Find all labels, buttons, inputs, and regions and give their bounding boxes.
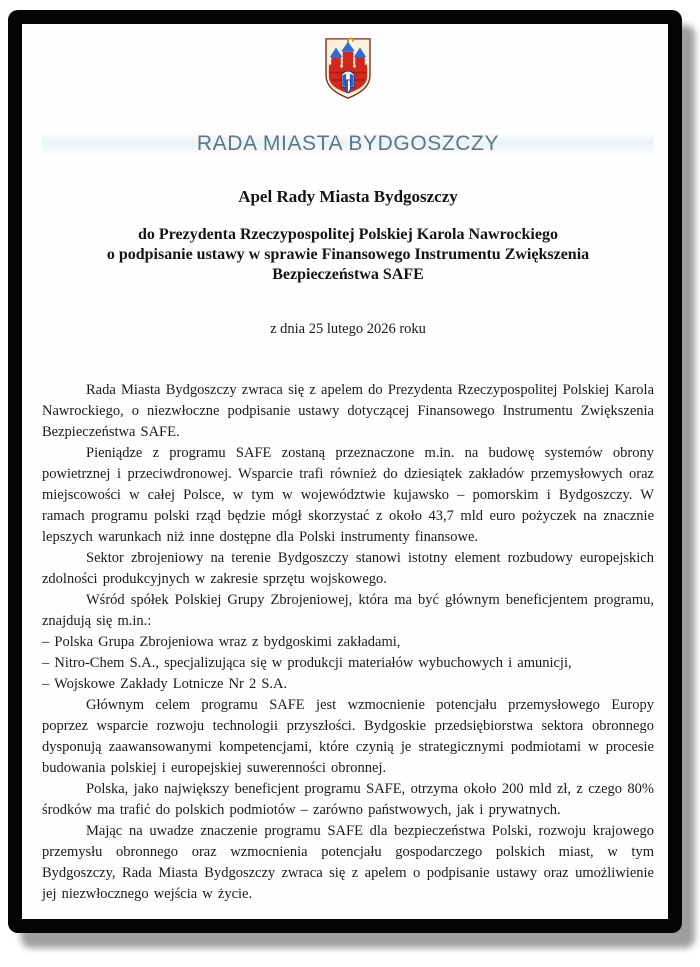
document-sheet [8,10,682,933]
paragraph: Polska, jako największy beneficjent programu SAFE, otrzyma około 200 mld zł, z czego 80% środków ma trafić do polskich podmiotów – zarówno państwowych, jak i prywatnych. [42,781,654,818]
authority-name: RADA MIASTA BYDGOSZCZY [42,132,654,156]
paragraph: Wśród spółek Polskiej Grupy Zbrojeniowej, która ma być głównym beneficjentem programu, znajdują się m.in.: [42,592,654,629]
list-item: – Wojskowe Zakłady Lotnicze Nr 2 S.A. [42,676,288,692]
paragraph: Głównym celem programu SAFE jest wzmocnienie potencjału przemysłowego Europy poprzez wsparcie rozwoju technologii przyszłości. Bydgoskie przedsiębiorstwa sektora obronnego dysponują zaawansowanymi kompetencjami, które czynią je strategicznymi podmiotami w procesie budowania polskiej i europejskiej suwerenności obronnej. [42,697,654,776]
paragraph: Mając na uwadze znaczenie programu SAFE dla bezpieczeństwa Polski, rozwoju krajowego przemysłu obronnego oraz wzmocnienia potencjału gospodarczego polskich miast, w tym Bydgoszczy, Rada Miasta Bydgoszczy zwraca się z apelem o podpisanie ustawy oraz umożliwienie jej niezwłocznego wejścia w życie. [42,823,654,902]
document-body [42,380,654,905]
subtitle-line: o podpisanie ustawy w sprawie Finansowego Instrumentu Zwiększenia [106,246,590,263]
subtitle-line: do Prezydenta Rzeczypospolitej Polskiej Karola Nawrockiego [138,226,558,243]
subtitle-line: Bezpieczeństwa SAFE [272,266,424,283]
paragraph: Rada Miasta Bydgoszczy zwraca się z apelem do Prezydenta Rzeczypospolitej Polskiej Karola Nawrockiego, o niezwłoczne podpisanie ustawy dotyczącej Finansowego Instrumentu Zwiększenia Bezpieczeństwa SAFE. [42,382,654,440]
list-item: – Nitro-Chem S.A., specjalizująca się w produkcji materiałów wybuchowych i amunicji, [42,655,572,671]
paragraph: Pieniądze z programu SAFE zostaną przeznaczone m.in. na budowę systemów obrony powietrznej i przeciwdronowej. Wsparcie trafi również do dziesiątek zakładów przemysłowych oraz miejscowości w całej Polsce, w tym w województwie kujawsko – pomorskim i Bydgoszczy. W ramach programu polski rząd będzie mógł skorzystać z około 43,7 mld euro pożyczek na znacznie lepszych warunkach niż inne dostępne dla Polski instrumenty finansowe. [42,445,654,545]
document-subtitle [42,225,654,285]
document-date: z dnia 25 lutego 2026 roku [270,321,426,337]
paragraph: Sektor zbrojeniowy na terenie Bydgoszczy stanowi istotny element rozbudowy europejskich zdolności produkcyjnych w zakresie sprzętu wojskowego. [42,550,654,587]
crest-container [42,36,654,102]
bydgoszcz-coat-of-arms-icon [323,36,373,101]
document-title: Apel Rady Miasta Bydgoszczy [238,187,458,206]
list-item: – Polska Grupa Zbrojeniowa wraz z bydgoskimi zakładami, [42,634,401,650]
